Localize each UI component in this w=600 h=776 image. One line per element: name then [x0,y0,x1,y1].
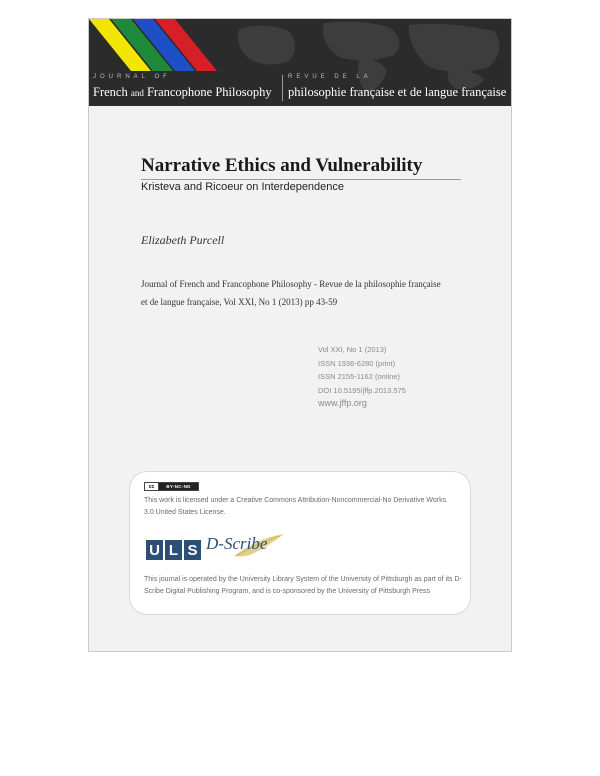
meta-doi[interactable]: DOI 10.5195/jffp.2013.575 [318,385,406,395]
color-stripes [89,19,217,71]
world-map-decoration [238,22,500,93]
cc-terms: BY-NC-ND [159,483,198,490]
uls-letter-u: U [146,540,163,560]
cc-icon: cc [145,483,159,490]
meta-issn-online: ISSN 2155-1162 (online) [318,372,400,381]
license-text: This work is licensed under a Creative Commons Attribution-Noncommercial-No Derivative Works 3.0 United States License. [144,497,447,516]
journal-title-and: and [130,88,144,98]
dscribe-label: D-Scribe [206,534,268,553]
article-author: Elizabeth Purcell [141,233,225,247]
journal-title-part2: Francophone Philosophy [146,85,272,99]
article-title: Narrative Ethics and Vulnerability [141,155,423,176]
license-box [129,471,471,615]
dscribe-logo [206,532,286,569]
cc-license-badge[interactable] [144,482,199,491]
article-meta [318,343,406,411]
article-subtitle: Kristeva and Ricoeur on Interdependence [141,181,345,193]
uls-logo [146,540,201,560]
document-page [88,18,512,652]
article-citation: Journal of French and Francophone Philosophy - Revue de la philosophie française et de langue française, Vol XXI, No 1 (2013) pp 43-59 [141,279,441,307]
meta-url[interactable]: www.jffp.org [318,398,367,408]
meta-volume: Vol XXI, No 1 (2013) [318,345,387,354]
title-rule [141,179,461,180]
journal-banner [89,19,511,106]
banner-divider [282,75,283,101]
journal-label: JOURNAL OF [93,74,171,80]
operated-text: This journal is operated by the University Library System of the University of Pittsburgh as part of its D-Scribe Digital Publishing Program, and is co-sponsored by the University of Pittsburgh Press [144,576,462,595]
journal-title-part1: French [93,85,128,99]
uls-letter-l: L [165,540,182,560]
meta-issn-print: ISSN 1936-6280 (print) [318,358,396,368]
uls-letter-s: S [184,540,201,560]
revue-label: REVUE DE LA [288,74,372,80]
journal-title [93,85,272,100]
revue-title: philosophie française et de langue française [288,85,507,99]
